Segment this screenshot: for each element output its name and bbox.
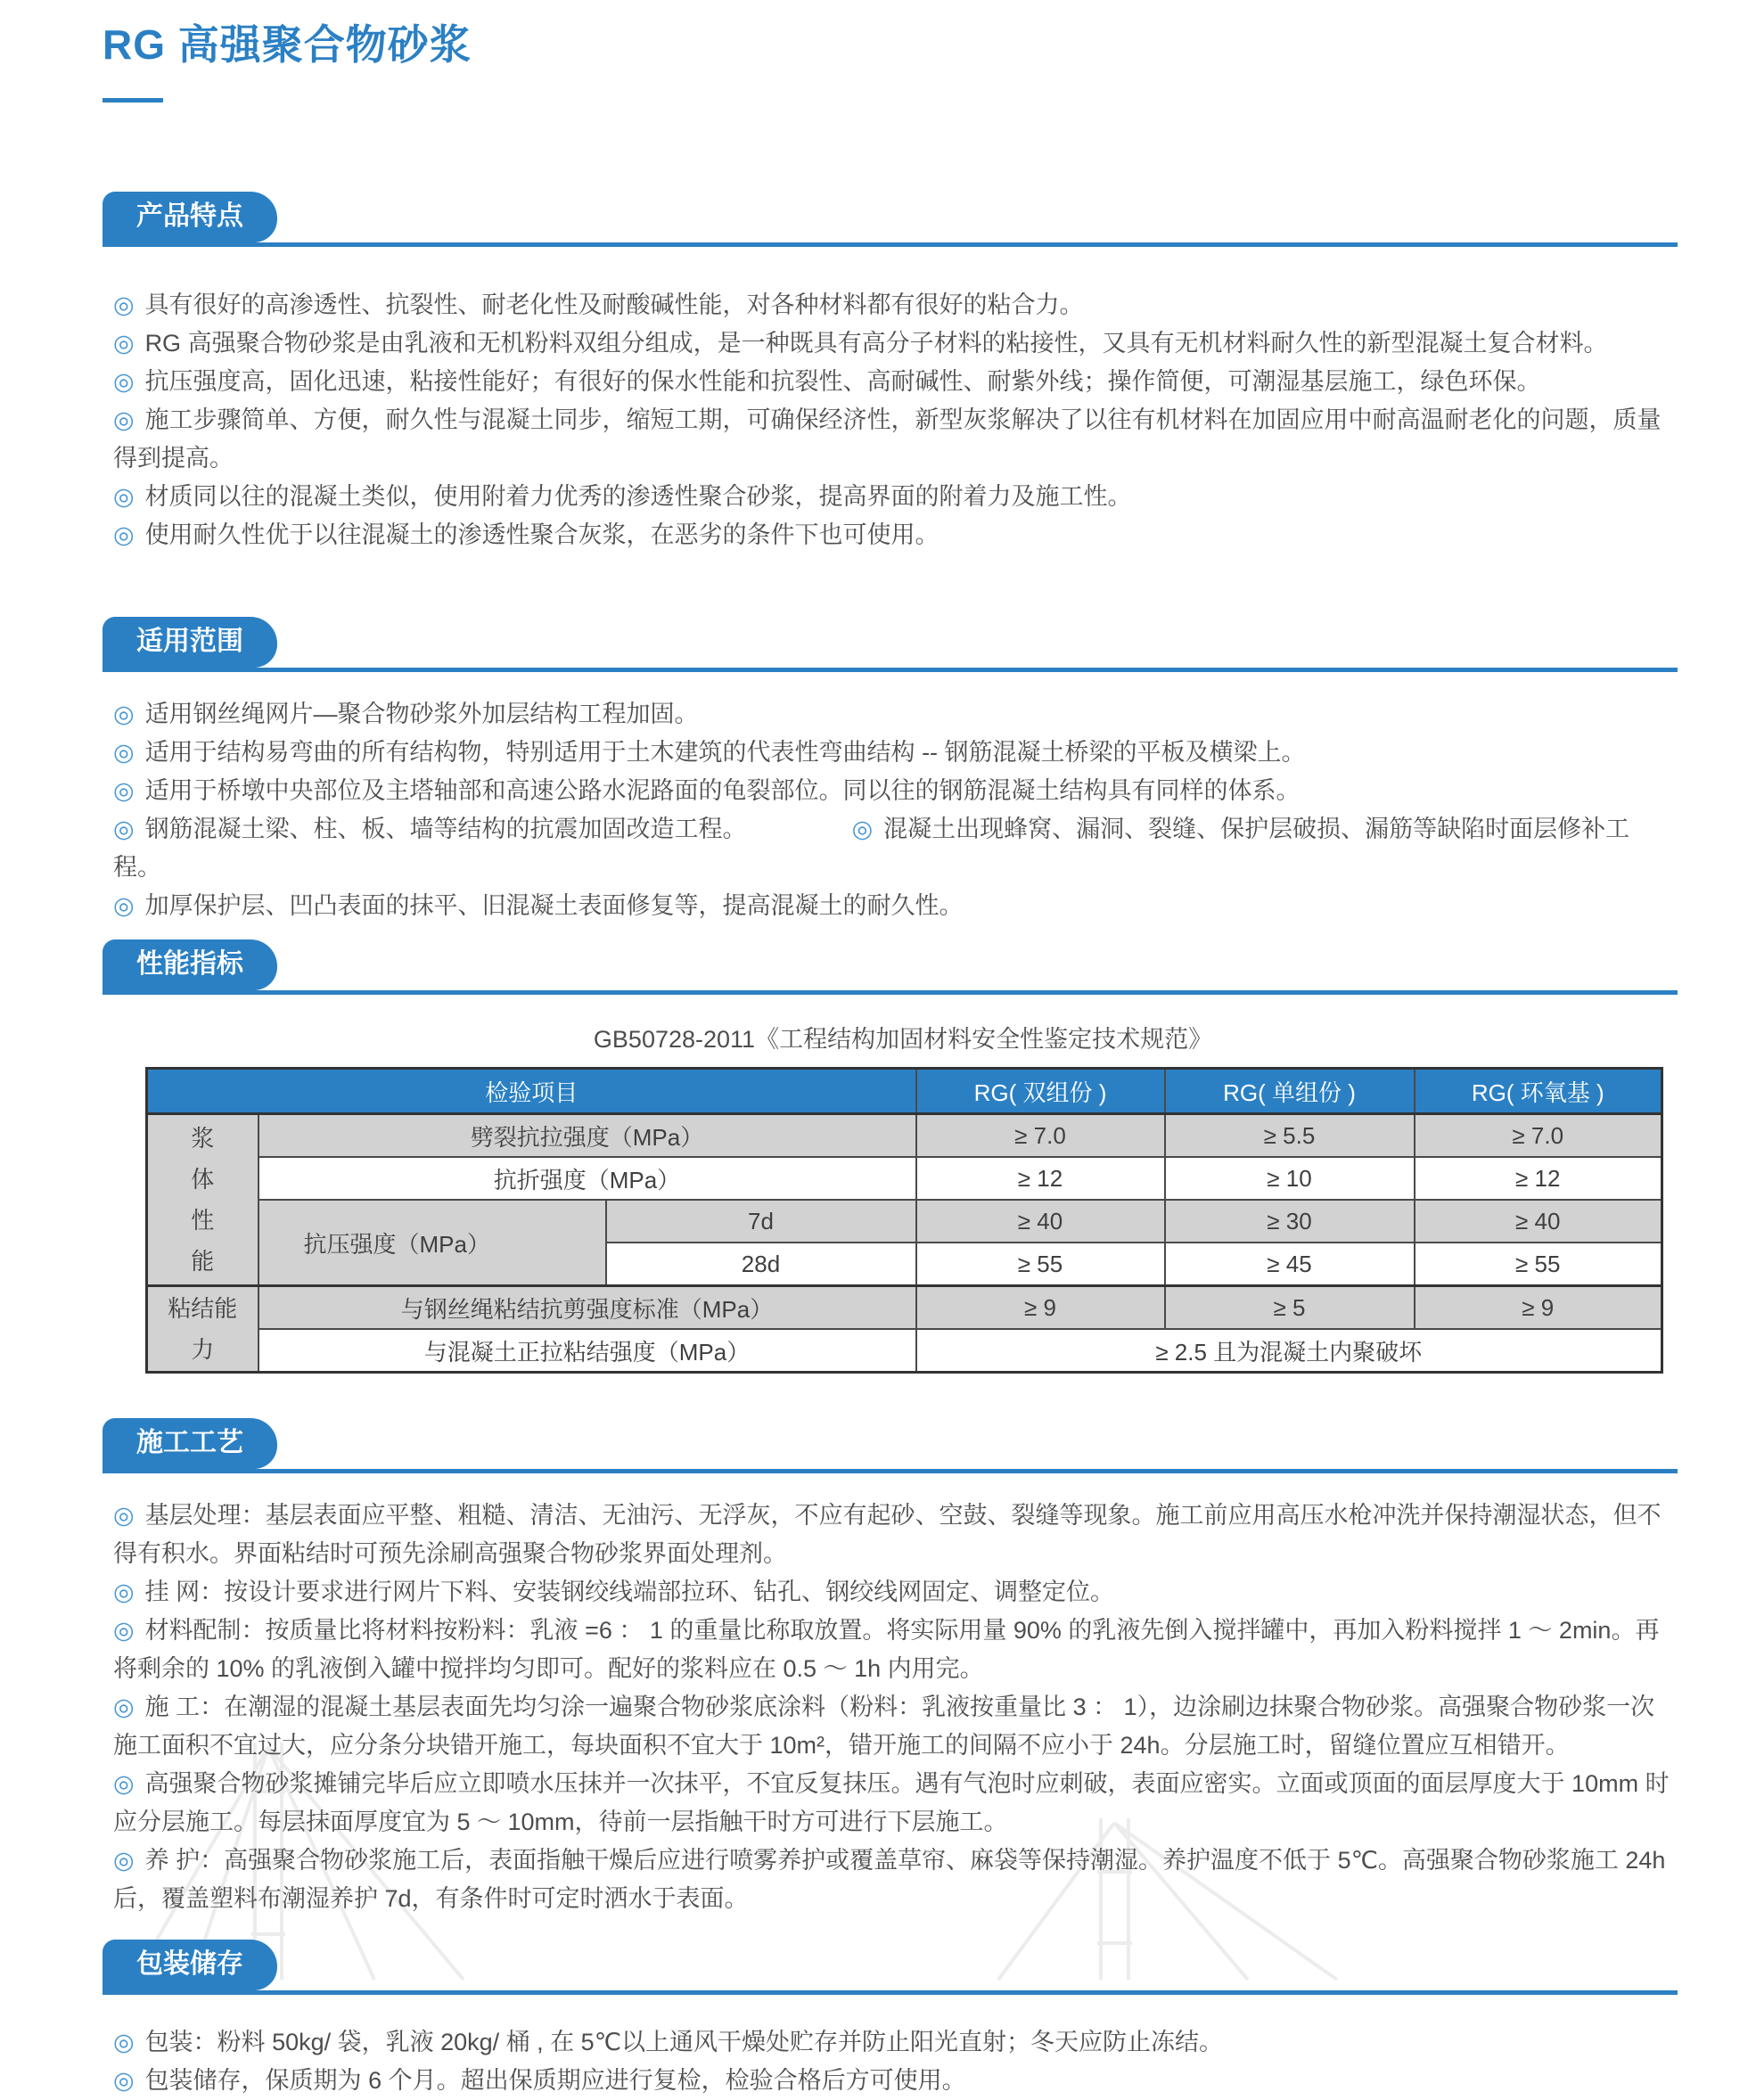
- section-badge-features: 产品特点: [103, 192, 277, 242]
- table-row: [147, 1329, 1662, 1373]
- features-bullets: [103, 247, 1678, 554]
- section-header-process: [103, 1418, 1678, 1473]
- process-bullets: [103, 1473, 1678, 1918]
- section-packaging: [103, 1940, 1678, 2100]
- bullet-icon: ◎: [113, 521, 135, 548]
- group-label: 浆体性能: [191, 1125, 215, 1275]
- section-badge-scope: 适用范围: [103, 617, 277, 668]
- section-header-scope: [103, 617, 1678, 672]
- bullet-item: [113, 1573, 1678, 1612]
- bullet-text: 适用钢丝绳网片—聚合物砂浆外加层结构工程加固。: [144, 701, 699, 727]
- bullet-item: [113, 401, 1678, 478]
- bullet-text: 挂 网：按设计要求进行网片下料、安装钢绞线端部拉环、钻孔、钢绞线网固定、调整定位。: [144, 1579, 1115, 1605]
- bullet-text: 抗压强度高，固化迅速，粘接性能好；有很好的保水性能和抗裂性、高耐碱性、耐紫外线；操作简便，可潮湿基层施工，绿色环保。: [144, 368, 1541, 395]
- bullet-text: 适用于结构易弯曲的所有结构物，特别适用于土木建筑的代表性弯曲结构 -- 钢筋混凝土桥梁的平板及横梁上。: [144, 739, 1306, 766]
- col-header-epoxy: RG( 环氧基 ): [1415, 1069, 1662, 1114]
- bullet-text: RG 高强聚合物砂浆是由乳液和无机粉料双组分组成，是一种既具有高分子材料的粘接性，又具有无机材料耐久性的新型混凝土复合材料。: [144, 330, 1608, 357]
- bullet-item: [113, 324, 1678, 363]
- col-header-rg1: RG( 单组份 ): [1165, 1069, 1415, 1114]
- bullet-text: 加厚保护层、凹凸表面的抹平、旧混凝土表面修复等，提高混凝土的耐久性。: [144, 892, 964, 919]
- bullet-text: 基层处理：基层表面应平整、粗糙、清洁、无油污、无浮灰，不应有起砂、空鼓、裂缝等现象。施工前应用高压水枪冲洗并保持潮湿状态，但不得有积水。界面粘结时可预先涂刷高强聚合物砂浆界面处理剂。: [113, 1502, 1662, 1567]
- bullet-icon: ◎: [113, 2067, 135, 2094]
- bullet-text: 适用于桥墩中央部位及主塔轴部和高速公路水泥路面的龟裂部位。同以往的钢筋混凝土结构具有同样的体系。: [144, 777, 1301, 804]
- bullet-text: 材料配制：按质量比将材料按粉料：乳液 =6 ： 1 的重量比称取放置。将实际用量 90% 的乳液先倒入搅拌罐中，再加入粉料搅拌 1 ～ 2min。再将剩余的 10% 的乳液倒入罐中搅拌均匀即可。配好的浆料应在 0.5 ～ 1h 内用完。: [113, 1617, 1660, 1682]
- row-label: 与混凝土正拉粘结强度（MPa）: [258, 1329, 916, 1373]
- table-row: [147, 1286, 1662, 1330]
- col-header-rg2: RG( 双组份 ): [916, 1069, 1165, 1114]
- bullet-item: [113, 887, 1678, 925]
- bullet-item: [113, 1497, 1678, 1573]
- bullet-text: 具有很好的高渗透性、抗裂性、耐老化性及耐酸碱性能，对各种材料都有很好的粘合力。: [144, 291, 1084, 318]
- bullet-icon: ◎: [113, 2029, 135, 2055]
- bullet-item: [113, 286, 1678, 324]
- bullet-icon: ◎: [113, 1847, 135, 1874]
- section-performance: [103, 939, 1678, 1374]
- section-header-performance: [103, 939, 1678, 995]
- bullet-text: 包装储存，保质期为 6 个月。超出保质期应进行复检，检验合格后方可使用。: [144, 2067, 966, 2094]
- bullet-icon: ◎: [113, 701, 135, 727]
- bullet-item: [113, 2062, 1678, 2100]
- scope-bullets: [103, 672, 1678, 925]
- bullet-icon: ◎: [113, 816, 135, 842]
- table-cell: ≥ 55: [916, 1243, 1165, 1286]
- bullet-item: [113, 478, 1678, 516]
- table-cell: ≥ 9: [916, 1286, 1165, 1330]
- group-cell-bond: [147, 1286, 258, 1373]
- bullet-icon: ◎: [113, 483, 135, 510]
- table-cell: ≥ 30: [1165, 1200, 1415, 1243]
- sub-row-label: 7d: [606, 1200, 916, 1243]
- bullet-icon: ◎: [113, 777, 135, 804]
- bullet-icon: ◎: [113, 892, 135, 919]
- row-label: 抗折强度（MPa）: [258, 1157, 916, 1200]
- bullet-icon: ◎: [113, 1579, 135, 1605]
- bullet-icon: ◎: [113, 291, 135, 318]
- table-header-row: [147, 1069, 1662, 1114]
- table-caption: GB50728-2011《工程结构加固材料安全性鉴定技术规范》: [593, 1026, 1213, 1053]
- bullet-text: 包装：粉料 50kg/ 袋，乳液 20kg/ 桶 , 在 5℃以上通风干燥处贮存并防止阳光直射；冬天应防止冻结。: [144, 2029, 1224, 2055]
- table-cell: ≥ 9: [1415, 1286, 1662, 1330]
- bullet-icon: ◎: [113, 1502, 135, 1529]
- col-header-item: 检验项目: [147, 1069, 916, 1114]
- bullet-item: [113, 1688, 1678, 1765]
- performance-table: [145, 1067, 1663, 1374]
- table-row: [147, 1200, 1662, 1243]
- group-label: 粘结能力: [168, 1295, 238, 1363]
- bullet-text: 使用耐久性优于以往混凝土的渗透性聚合灰浆，在恶劣的条件下也可使用。: [144, 521, 940, 548]
- bullet-item: [113, 1842, 1678, 1918]
- bullet-icon: ◎: [113, 1770, 135, 1797]
- section-header-packaging: [103, 1940, 1678, 1995]
- section-badge-performance: 性能指标: [103, 939, 277, 990]
- section-header-features: [103, 192, 1678, 247]
- table-cell: ≥ 40: [916, 1200, 1165, 1243]
- table-row: [147, 1114, 1662, 1158]
- section-scope: [103, 617, 1678, 925]
- table-cell: ≥ 10: [1165, 1157, 1415, 1200]
- section-badge-packaging: 包装储存: [103, 1940, 277, 1990]
- table-cell: ≥ 5.5: [1165, 1114, 1415, 1158]
- bullet-item: [113, 1765, 1678, 1842]
- section-process: [103, 1418, 1678, 1918]
- table-cell: ≥ 45: [1165, 1243, 1415, 1286]
- bullet-item: [113, 1612, 1678, 1688]
- page-title: RG 高强聚合物砂浆: [103, 21, 472, 68]
- bullet-item: [113, 2023, 1678, 2062]
- bullet-text: 施工步骤简单、方便，耐久性与混凝土同步，缩短工期，可确保经济性，新型灰浆解决了以往有机材料在加固应用中耐高温耐老化的问题，质量得到提高。: [113, 406, 1662, 472]
- bullet-icon: ◎: [113, 739, 135, 766]
- packaging-bullets: [103, 1995, 1678, 2100]
- bullet-item: [113, 695, 1678, 734]
- bullet-icon: ◎: [851, 816, 874, 842]
- bullet-text: 养 护：高强聚合物砂浆施工后，表面指触干燥后应进行喷雾养护或覆盖草帘、麻袋等保持潮湿。养护温度不低于 5℃。高强聚合物砂浆施工 24h 后，覆盖塑料布潮湿养护 7d，有条件时可定时洒水于表面。: [113, 1847, 1666, 1912]
- group-cell-paste: [147, 1114, 258, 1286]
- bullet-text: 材质同以往的混凝土类似，使用附着力优秀的渗透性聚合砂浆，提高界面的附着力及施工性。: [144, 483, 1132, 510]
- table-cell: ≥ 5: [1165, 1286, 1415, 1330]
- bullet-icon: ◎: [113, 368, 135, 395]
- bullet-icon: ◎: [113, 1694, 135, 1720]
- bullet-item: [113, 516, 1678, 554]
- bullet-icon: ◎: [113, 406, 135, 433]
- row-label: 劈裂抗拉强度（MPa）: [258, 1114, 916, 1158]
- row-label: 抗压强度（MPa）: [258, 1200, 606, 1286]
- row-label: 与钢丝绳粘结抗剪强度标准（MPa）: [258, 1286, 916, 1330]
- table-cell: ≥ 55: [1415, 1243, 1662, 1286]
- section-badge-process: 施工工艺: [103, 1418, 277, 1469]
- table-cell: ≥ 2.5 且为混凝土内聚破坏: [916, 1329, 1662, 1373]
- table-cell: ≥ 7.0: [916, 1114, 1165, 1158]
- table-row: [147, 1157, 1662, 1200]
- table-cell: ≥ 40: [1415, 1200, 1662, 1243]
- bullet-icon: ◎: [113, 1617, 135, 1644]
- table-cell: ≥ 7.0: [1415, 1114, 1662, 1158]
- sub-row-label: 28d: [606, 1243, 916, 1286]
- bullet-item: [113, 734, 1678, 772]
- bullet-icon: ◎: [113, 330, 135, 357]
- bullet-text: 高强聚合物砂浆摊铺完毕后应立即喷水压抹并一次抹平，不宜反复抹压。遇有气泡时应刺破，表面应密实。立面或顶面的面层厚度大于 10mm 时应分层施工。每层抹面厚度宜为 5 ～ 10mm，待前一层指触干时方可进行下层施工。: [113, 1770, 1670, 1835]
- bullet-text: 钢筋混凝土梁、柱、板、墙等结构的抗震加固改造工程。: [144, 816, 747, 842]
- table-cell: ≥ 12: [1415, 1157, 1662, 1200]
- bullet-text: 混凝土出现蜂窝、漏洞、裂缝、保护层破损、漏筋等缺陷时面层修补工程。: [113, 816, 1630, 881]
- bullet-item: [113, 772, 1678, 810]
- section-features: [103, 192, 1678, 554]
- title-dash: [103, 98, 163, 103]
- bullet-item: [113, 363, 1678, 401]
- table-cell: ≥ 12: [916, 1157, 1165, 1200]
- bullet-text: 施 工：在潮湿的混凝土基层表面先均匀涂一遍聚合物砂浆底涂料（粉料：乳液按重量比 3 ： 1），边涂刷边抹聚合物砂浆。高强聚合物砂浆一次施工面积不宜过大，应分条分块错开施工，每块面积不宜大于 10m²，错开施工的间隔不应小于 24h。分层施工时，留缝位置应互相错开。: [113, 1694, 1655, 1759]
- bullet-item-pair: [113, 810, 1678, 887]
